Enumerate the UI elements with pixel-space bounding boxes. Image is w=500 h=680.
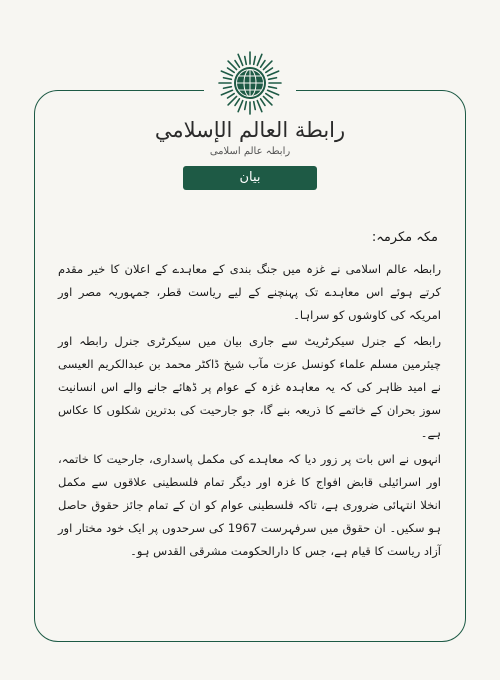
emblem-ray — [235, 99, 239, 106]
organization-name-arabic: رابطة العالم الإسلامي — [154, 118, 346, 142]
emblem-ray — [266, 68, 273, 72]
emblem-ray — [261, 99, 265, 106]
emblem-ray — [238, 101, 243, 112]
emblem-ray — [245, 57, 247, 65]
emblem-ray — [245, 102, 247, 110]
emblem-ray — [268, 90, 279, 95]
statement-paragraph: رابطہ عالم اسلامی نے غزہ میں جنگ بندی کے معاہدے کے اعلان کا خیر مقدم کرتے ہوئے اس معاہدے تک پہنچنے کے لیے ریاست قطر، جمہوریہ مصر اور امریکہ کی کاوشوں کو سراہا۔ — [58, 262, 441, 322]
emblem-ray — [228, 94, 235, 98]
emblem-ray — [266, 94, 273, 98]
emblem-ray — [268, 71, 279, 76]
statement-paragraph: انہوں نے اس بات پر زور دیا کہ معاہدے کی مکمل پاسداری، جارحیت کا خاتمہ، اور اسرائیلی قابض افواج کا غزہ اور دیگر تمام فلسطینی علاقوں سے مکمل انخلا انتہائی ضروری ہے، تاکہ فلسطینی عوام کو ان کے تمام جائز حقوق حاصل ہو سکیں۔ ان حقوق میں سرفہرست 1967 کی سرحدوں پر ایک خود مختار اور آزاد ریاست کا قیام ہے، جس کا دارالحکومت مشرقی القدس ہو۔ — [58, 452, 441, 558]
dateline: مکہ مکرمہ: — [371, 230, 438, 245]
globe-emblem-icon — [215, 48, 285, 118]
emblem-ray — [221, 90, 232, 95]
organization-logo — [215, 48, 285, 118]
emblem-ray — [254, 102, 256, 110]
emblem-ray — [257, 101, 262, 112]
emblem-ray — [269, 78, 277, 80]
emblem-ray — [238, 54, 243, 65]
organization-name-urdu: رابطہ عالم اسلامی — [209, 146, 291, 157]
statement-body — [58, 258, 441, 566]
emblem-ray — [228, 68, 235, 72]
emblem-ray — [235, 61, 239, 68]
emblem-ray — [257, 54, 262, 65]
statement-paragraph: رابطہ کے جنرل سیکرٹریٹ سے جاری بیان میں سیکرٹری جنرل رابطہ اور چیئرمین مسلم علماء کونسل عزت مآب شیخ ڈاکٹر محمد بن عبدالکریم العیسی نے امید ظاہر کی کہ یہ معاہدہ غزہ کے عوام پر ڈھائے جانے والے اس انسانیت سوز بحران کے خاتمے کا ذریعہ بنے گا، جو جارحیت کی بدترین شکلوں کا عکاس ہے۔ — [58, 334, 441, 440]
emblem-ray — [261, 61, 265, 68]
statement-label: بیان — [239, 170, 261, 185]
emblem-ray — [269, 87, 277, 89]
statement-label-banner — [183, 166, 317, 190]
emblem-ray — [221, 71, 232, 76]
emblem-ray — [224, 78, 232, 80]
emblem-ray — [224, 87, 232, 89]
emblem-ray — [254, 57, 256, 65]
